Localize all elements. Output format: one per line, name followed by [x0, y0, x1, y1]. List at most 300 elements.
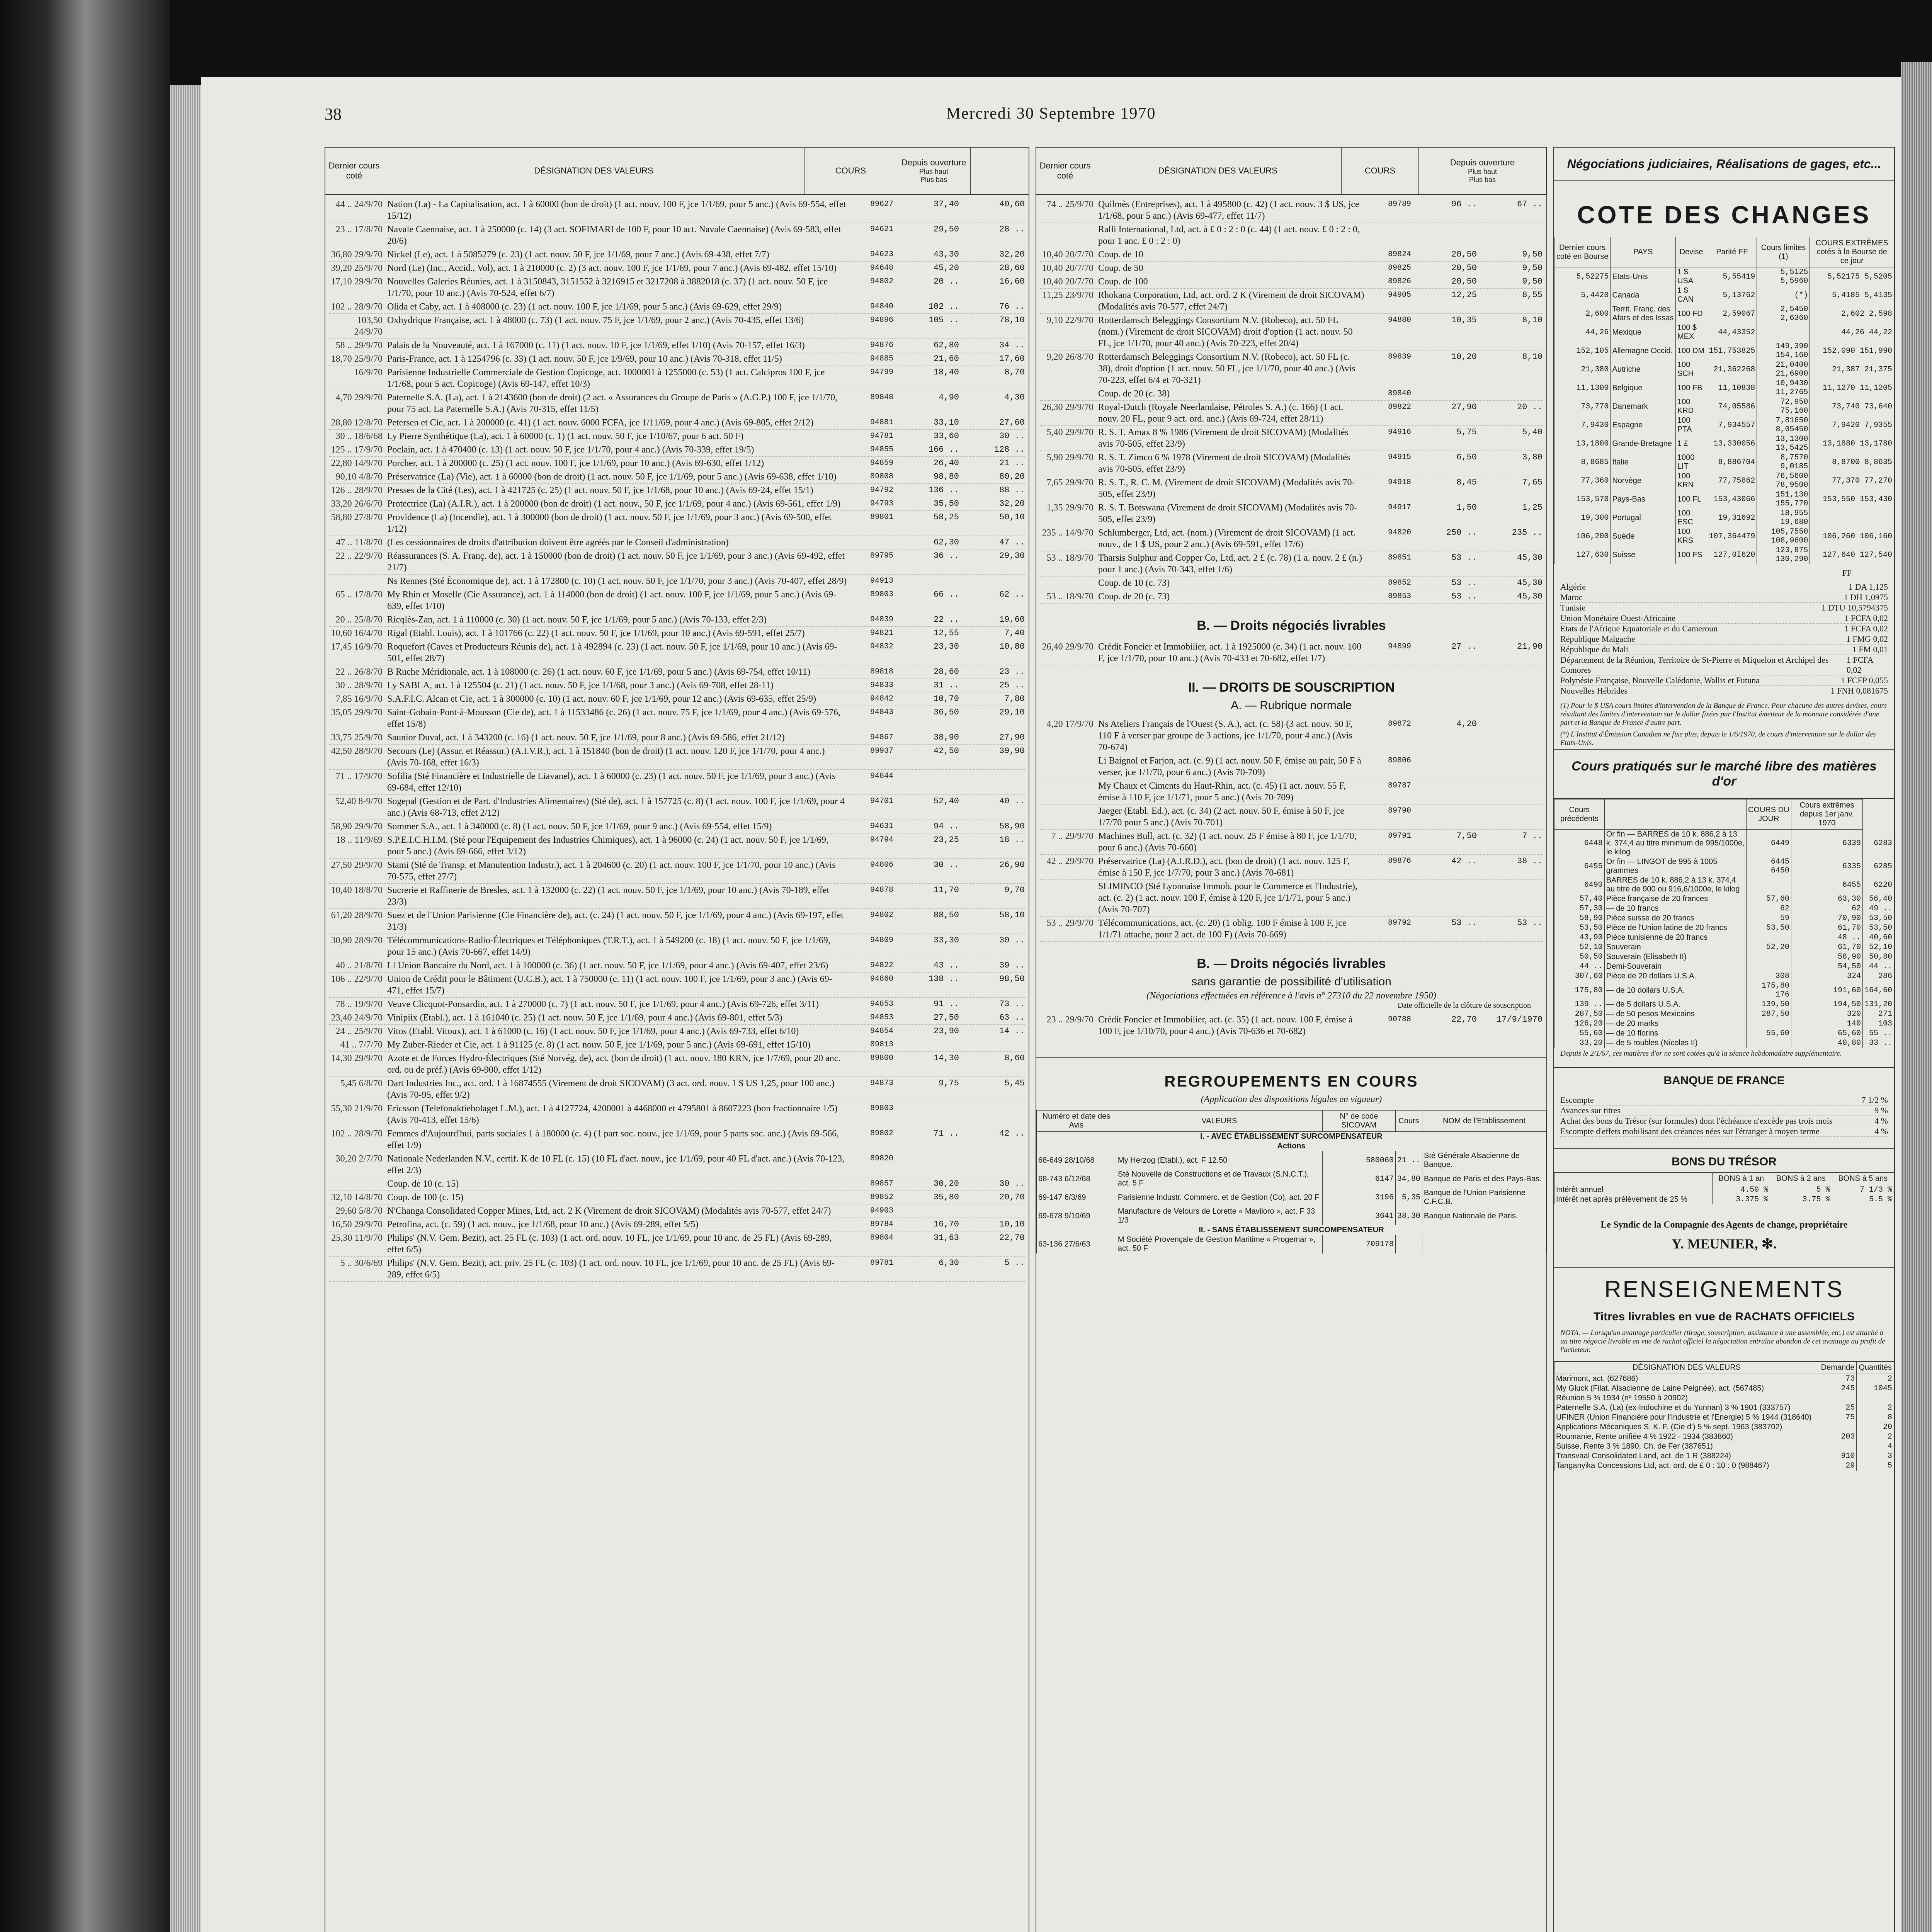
low-price: 8,70 — [1004, 367, 1025, 377]
sicovam-code: 89804 — [870, 1233, 893, 1242]
high-price: 7,50 — [1456, 831, 1477, 841]
column-header: DÉSIGNATION DES VALEURS — [1554, 1362, 1819, 1374]
last-price-date: 10,40 18/8/70 — [331, 885, 383, 895]
last-price-date — [329, 1178, 387, 1190]
table-row — [1554, 1442, 1894, 1451]
last-price-date: 33,20 26/6/70 — [331, 499, 383, 509]
low-price: 5,40 — [1522, 427, 1543, 437]
low-price — [959, 1205, 1025, 1217]
table-row — [1554, 923, 1894, 933]
cell-name: — de 5 roubles (Nicolas II) — [1604, 1038, 1746, 1048]
table-row — [329, 706, 1025, 731]
low-price — [1477, 755, 1543, 778]
cell-code: 3641 — [1322, 1207, 1395, 1225]
high-price: 62,80 — [933, 340, 959, 350]
table-row — [329, 745, 1025, 770]
cell-parity: 2,59067 — [1707, 304, 1757, 323]
high-price — [893, 1039, 959, 1051]
rate-value: 4 % — [1874, 1116, 1888, 1126]
high-price: 8,45 — [1456, 478, 1477, 487]
security-designation: Télécommunications, act. (c. 20) (1 oblig. 100 F émise à 100 F, jce 1/1/71 attache, pour 2 act. de 100 F) (Avis 70-669) — [1098, 918, 1347, 940]
table-row — [329, 1218, 1025, 1231]
table-row — [1554, 942, 1894, 952]
cell-prev: 52,10 — [1554, 942, 1605, 952]
cell-hi: 6455 — [1791, 876, 1862, 894]
security-designation: Coup. de 20 (c. 73) — [1098, 592, 1170, 602]
cell-parity: 107,364479 — [1707, 527, 1757, 546]
cell-day: 287,50 — [1746, 1009, 1791, 1019]
cell-prev: 6455 — [1554, 857, 1605, 876]
cell-name: — de 10 dollars U.S.A. — [1604, 981, 1746, 1000]
cell-extremes: 21,387 21,375 — [1810, 360, 1894, 379]
sicovam-code: 89876 — [1388, 857, 1411, 866]
low-price: 8,10 — [1522, 352, 1543, 362]
sicovam-code: 94873 — [870, 1079, 893, 1088]
sicovam-code: 94842 — [870, 694, 893, 703]
sicovam-code: 89801 — [870, 513, 893, 522]
security-designation: Nouvelles Galeries Réunies, act. 1 à 3150843, 3151552 à 3216915 et 3217208 à 3882018 (c. 37) (1 act. nouv. 50 F, jce 1/1/70, pour 10 anc.) (Avis 70-524, effet 6/7) — [387, 277, 828, 298]
cell-c: 7 1/3 % — [1832, 1185, 1894, 1195]
column-header — [1554, 1173, 1713, 1185]
list-item — [1560, 624, 1888, 634]
sicovam-code — [847, 537, 893, 548]
sicovam-code: 94859 — [870, 459, 893, 468]
table-row — [1554, 1403, 1894, 1413]
cell-last: 7,9430 — [1554, 416, 1611, 434]
security-designation: Paternelle S.A. (La), act. 1 à 2143600 (bon de droit) (2 act. « Assurances du Groupe de Paris » (A.G.P.) 100 F, jce 1/1/70, pour 75 act. La Paternelle S.A.) (Avis 70-315, effet 11/5) — [387, 393, 838, 414]
cell-quantity: 5 — [1857, 1461, 1894, 1471]
sicovam-code: 94840 — [870, 302, 893, 311]
ff-header: FF — [1842, 568, 1852, 578]
column-header: Demande — [1819, 1362, 1857, 1374]
running-header — [201, 77, 1901, 131]
regroupements-subtitle: (Application des dispositions légales en vigueur) — [1201, 1094, 1382, 1104]
table-row — [1040, 387, 1543, 401]
high-price: 30 .. — [933, 860, 959, 870]
low-price: 10,80 — [999, 642, 1025, 651]
security-designation: Ly SABLA, act. 1 à 125504 (c. 21) (1 act. nouv. 50 F, jce 1/1/68, pour 3 anc.) (Avis 69-708, effet 28-11) — [387, 680, 774, 690]
low-price — [1477, 224, 1543, 247]
zone-currency: 1 DA — [1848, 582, 1869, 592]
zone-name: Tunisie — [1560, 603, 1586, 612]
list-item — [1560, 1116, 1888, 1126]
cell-name: Souverain (Elisabeth II) — [1604, 952, 1746, 962]
low-price: 9,50 — [1522, 277, 1543, 286]
sicovam-code: 94806 — [870, 861, 893, 869]
list-item — [1560, 1126, 1888, 1137]
cell-currency: 1 £ — [1675, 434, 1707, 453]
cell-country: Territ. Franç. des Afars et des Issas — [1611, 304, 1676, 323]
sicovam-code: 94878 — [870, 886, 893, 895]
cell-quantity: 2 — [1857, 1374, 1894, 1384]
last-price-date: 22,80 14/9/70 — [331, 458, 383, 468]
sicovam-code — [1365, 881, 1411, 915]
zone-name: Algérie — [1560, 582, 1586, 592]
page-edges-right — [1901, 62, 1932, 1932]
low-price: 23 .. — [999, 667, 1025, 677]
cell-parity: 19,31692 — [1707, 509, 1757, 527]
zone-currency: 1 FMG — [1846, 634, 1873, 644]
high-price — [1411, 780, 1477, 803]
cell-country: Portugal — [1611, 509, 1676, 527]
last-price-date: 11,25 23/9/70 — [1042, 290, 1094, 300]
cell-hi: 324 — [1791, 971, 1862, 981]
table-row — [329, 1038, 1025, 1052]
low-price: 30 .. — [999, 1179, 1025, 1189]
low-price: 28 .. — [999, 224, 1025, 234]
cell-etab — [1422, 1235, 1546, 1253]
cell-n: Intérêt annuel — [1554, 1185, 1713, 1195]
cell-country: Espagne — [1611, 416, 1676, 434]
sicovam-code: 94881 — [870, 418, 893, 427]
zone-values — [1844, 592, 1888, 602]
exchange-rate-table — [1554, 237, 1894, 564]
table-row — [1554, 1374, 1894, 1384]
header-depuis: Depuis ouverture — [901, 158, 966, 167]
sicovam-code: 89937 — [870, 747, 893, 755]
cell-currency: 100 $ MEX — [1675, 323, 1707, 342]
section-a-title: A. — Rubrique normale — [1231, 699, 1352, 712]
cell-extremes: 5,52175 5,5205 — [1810, 267, 1894, 286]
security-designation: Poclain, act. 1 à 470400 (c. 13) (1 act. nouv. 50 F, jce 1/1/70, pour 4 anc.) (Avis 70-339, effet 19/5) — [387, 445, 754, 455]
table-row — [1037, 1235, 1546, 1253]
cell-last: 106,200 — [1554, 527, 1611, 546]
sicovam-code: 89848 — [870, 393, 893, 402]
security-designation: Oxhydrique Française, act. 1 à 48000 (c. 73) (1 act. nouv. 75 F, jce 1/1/69, pour 2 anc.) (Avis 70-435, effet 13/6) — [387, 315, 804, 325]
table-row — [329, 443, 1025, 457]
zone-currency: 1 DTU — [1821, 603, 1848, 612]
table-row — [1040, 590, 1543, 604]
cell-day: 6445 6450 — [1746, 857, 1791, 876]
table-row — [1040, 830, 1543, 855]
high-price: 22 .. — [933, 615, 959, 624]
high-price: 102 .. — [928, 302, 959, 311]
security-designation: Coup. de 100 — [1098, 277, 1148, 287]
low-price: 76 .. — [999, 302, 1025, 311]
zone-currency: 1 FCFP — [1840, 675, 1869, 685]
cell-currency: 100 KRD — [1675, 397, 1707, 416]
table-row — [1554, 1038, 1894, 1048]
high-price: 94 .. — [933, 821, 959, 831]
sicovam-code: 89627 — [870, 200, 893, 209]
cell-currency: 100 SCH — [1675, 360, 1707, 379]
low-price — [1477, 805, 1543, 828]
cell-hi: 61,70 — [1791, 942, 1862, 952]
table-row — [1040, 262, 1543, 275]
high-price: 23,25 — [933, 835, 959, 845]
fx-row — [1554, 397, 1894, 416]
zone-rate: 0,01 — [1873, 645, 1888, 654]
cell-extremes: 44,26 44,22 — [1810, 323, 1894, 342]
column-header: Cours précédents — [1554, 799, 1605, 830]
sicovam-code: 89818 — [870, 667, 893, 676]
sicovam-code: 89872 — [1388, 719, 1411, 728]
sicovam-code: 94799 — [870, 368, 893, 377]
low-price: 9,70 — [1004, 885, 1025, 895]
low-price: 8,10 — [1522, 315, 1543, 325]
table-row — [329, 352, 1025, 366]
security-designation: R. S. T., R. C. M. (Virement de droit SICOVAM) (Modalités avis 70-505, effet 23/9) — [1098, 478, 1355, 499]
cell-last: 73,770 — [1554, 397, 1611, 416]
last-price-date — [1040, 755, 1098, 778]
high-price: 36,50 — [933, 707, 959, 717]
high-price: 21,60 — [933, 354, 959, 364]
cell-etab: Banque Nationale de Paris. — [1422, 1207, 1546, 1225]
last-price-date: 22 .. 22/9/70 — [335, 551, 383, 561]
last-price-date: 14,30 29/9/70 — [331, 1053, 383, 1063]
sicovam-code: 94621 — [870, 225, 893, 234]
cell-a: 3.375 % — [1713, 1195, 1770, 1204]
renseignements-note: NOTA. — Lorsqu'un avantage particulier (tirage, souscription, assistance à une assemblée, etc.) est attaché à un titre négocié livrable en vue de rachat officiel la négociation entraîne abandon de cet avantage au profit de l'acheteur. — [1560, 1329, 1885, 1354]
security-designation: Coup. de 50 — [1098, 263, 1143, 273]
last-price-date: 53 .. 18/9/70 — [1046, 592, 1094, 602]
cell-lo: 53,50 — [1862, 923, 1894, 933]
sicovam-code: 89787 — [1388, 781, 1411, 790]
table-row — [1040, 779, 1543, 804]
cell-prev: 43,90 — [1554, 933, 1605, 942]
low-price: 20,70 — [999, 1192, 1025, 1202]
cell-day — [1746, 952, 1791, 962]
table-row — [1040, 526, 1543, 551]
table-row — [1554, 1009, 1894, 1019]
fx-note-2: (*) L'Institut d'Émission Canadien ne fixe plus, depuis le 1/6/1970, de cours d'intervention sur le dollar des Etats-Unis. — [1560, 730, 1876, 747]
high-price: 96 .. — [1451, 199, 1477, 209]
zone-rate: 0,02 — [1846, 665, 1862, 675]
high-price: 105 .. — [928, 315, 959, 325]
cell-prev: 287,50 — [1554, 1009, 1605, 1019]
table-row — [329, 1152, 1025, 1177]
table-row — [329, 1191, 1025, 1204]
fx-note-1: (1) Pour le $ USA cours limites d'intervention de la Banque de France. Pour chacune des autres devises, cours résultant des limites d'intervention sur le dollar fixées par l'Institut émetteur de la monnaie considérée d'une part et la Banque de France d'autre part. — [1560, 702, 1887, 727]
last-price-date: 16/9/70 — [354, 367, 383, 378]
sicovam-code: 89824 — [1388, 250, 1411, 259]
sicovam-code: 94821 — [870, 629, 893, 638]
cell-day: 55,60 — [1746, 1029, 1791, 1038]
cell-currency: 100 PTA — [1675, 416, 1707, 434]
high-price: 38,90 — [933, 733, 959, 742]
cell-hi: 6335 — [1791, 857, 1862, 876]
last-price-date: 10,40 20/7/70 — [1042, 250, 1094, 260]
table-row — [1040, 501, 1543, 526]
low-price — [959, 770, 1025, 794]
header-designation: DÉSIGNATION DES VALEURS — [383, 148, 804, 194]
table-row — [1554, 1422, 1894, 1432]
last-price-date: 65 .. 17/8/70 — [335, 590, 383, 600]
zone-name: Département de la Réunion, Territoire de St-Pierre et Miquelon et Archipel des Comores — [1560, 655, 1829, 675]
regroup-section-2 — [1037, 1225, 1546, 1235]
last-price-date: 74 .. 25/9/70 — [1046, 199, 1094, 209]
zone-currency: 1 FCFA — [1846, 655, 1873, 665]
cell-demand: 73 — [1819, 1374, 1857, 1384]
cell-designation: Roumanie, Rente unifiée 4 % 1922 - 1934 (383860) — [1554, 1432, 1819, 1442]
zone-currency: 1 FNH — [1830, 686, 1856, 696]
high-price: 23,30 — [933, 642, 959, 651]
table-body — [1036, 195, 1546, 607]
cell-designation: Applications Mécaniques S. K. F. (Cie d') 5 % sept. 1963 (383702) — [1554, 1422, 1819, 1432]
last-price-date: 90,10 4/8/70 — [335, 472, 383, 482]
low-price: 39 .. — [999, 961, 1025, 970]
last-price-date: 30,20 2/7/70 — [335, 1154, 383, 1164]
low-price: 80,20 — [999, 472, 1025, 481]
last-price-date: 17,10 29/9/70 — [331, 277, 383, 287]
low-price: 16,60 — [999, 277, 1025, 286]
cell-lo: 53,50 — [1862, 913, 1894, 923]
high-price — [1411, 755, 1477, 778]
cell-last: 13,1800 — [1554, 434, 1611, 453]
security-designation: Coup. de 100 (c. 15) — [387, 1192, 464, 1202]
sicovam-code: 89802 — [870, 1129, 893, 1138]
table-row — [1040, 426, 1543, 451]
security-designation: R. S. T. Botswana (Virement de droit SICOVAM) (Modalités avis 70-505, effet 23/9) — [1098, 503, 1357, 524]
table-row — [1040, 401, 1543, 426]
table-row — [329, 430, 1025, 443]
sicovam-code: 89803 — [870, 590, 893, 599]
table-row — [329, 198, 1025, 223]
sicovam-code: 94917 — [1388, 503, 1411, 512]
table-row — [1037, 1151, 1546, 1170]
table-row — [1554, 1451, 1894, 1461]
cell-code: 6147 — [1322, 1170, 1395, 1188]
security-designation: Providence (La) (Incendie), act. 1 à 300000 (bon de droit) (1 act. nouv. 50 F, jce 1/1/69, pour 3 anc.) (Avis 69-500, effet 1/12) — [387, 512, 832, 534]
cell-limits: 13,1300 13,5425 — [1757, 434, 1810, 453]
sicovam-code: 94854 — [870, 1027, 893, 1036]
last-price-date: 26,30 29/9/70 — [1042, 402, 1094, 412]
security-designation: Schlumberger, Ltd, act. (nom.) (Virement de droit SICOVAM) (1 act. nouv., de 1 $ US, pour 2 anc.) (Avis 69-591, effet 17/6) — [1098, 528, 1355, 549]
sicovam-code: 94701 — [870, 797, 893, 806]
security-designation: Coup. de 20 (c. 38) — [1098, 389, 1170, 399]
cell-last: 19,300 — [1554, 509, 1611, 527]
cell-extremes: 5,4185 5,4135 — [1810, 286, 1894, 304]
high-price: 58,25 — [933, 512, 959, 522]
cell-prev: 139 .. — [1554, 1000, 1605, 1009]
high-price: 66 .. — [933, 590, 959, 599]
sicovam-code: 94781 — [870, 432, 893, 440]
table-row — [1554, 1384, 1894, 1393]
low-price: 67 .. — [1517, 199, 1543, 209]
fx-row — [1554, 304, 1894, 323]
last-price-date: 30 .. 18/6/68 — [335, 431, 383, 441]
table-row — [1554, 971, 1894, 981]
sicovam-code: 94903 — [870, 1206, 893, 1215]
cell-country: Etats-Unis — [1611, 267, 1676, 286]
security-designation: Sucrerie et Raffinerie de Bresles, act. 1 à 132000 (c. 22) (1 act. nouv. 50 F, jce 1/1/69, pour 10 anc.) (Avis 70-189, effet 23/3) — [387, 885, 830, 907]
low-price: 30 .. — [999, 431, 1025, 441]
high-price: 53 .. — [1451, 553, 1477, 563]
low-price: 7,40 — [1004, 628, 1025, 638]
low-price — [1477, 718, 1543, 753]
cell-designation: Tanganyika Concessions Ltd, act. ord. de £ 0 : 10 : 0 (988467) — [1554, 1461, 1819, 1471]
high-price: 53 .. — [1451, 592, 1477, 601]
last-price-date: 9,10 22/9/70 — [1046, 315, 1094, 325]
last-price-date: 36,80 29/9/70 — [331, 250, 383, 260]
low-price: 45,30 — [1517, 553, 1543, 563]
cell-prev: 6448 — [1554, 830, 1605, 857]
last-price-date: 102 .. 28/9/70 — [331, 302, 383, 312]
table-row — [1040, 275, 1543, 289]
cell-limits: 21,0400 21,6900 — [1757, 360, 1810, 379]
low-price: 8,60 — [1004, 1053, 1025, 1063]
sicovam-code: 90788 — [1388, 1015, 1411, 1024]
last-price-date: 4,70 29/9/70 — [335, 393, 383, 403]
table-row — [329, 820, 1025, 833]
security-designation: Ll Union Bancaire du Nord, act. 1 à 100000 (c. 36) (1 act. nouv. 50 F, jce 1/1/69, pour 4 anc.) (Avis 69-407, effet 23/6) — [387, 961, 828, 971]
security-designation: Machines Bull, act. (c. 32) (1 act. nouv. 25 F émise à 80 F, jce 1/1/70, pour 6 anc.) (Avis 70-660) — [1098, 831, 1357, 853]
table-row — [329, 416, 1025, 430]
cell-lo: 49 .. — [1862, 904, 1894, 913]
cell-prev: 57,30 — [1554, 904, 1605, 913]
low-price: 42 .. — [999, 1129, 1025, 1138]
table-header — [325, 148, 1029, 195]
cell-avis: 68-743 6/12/68 — [1037, 1170, 1116, 1188]
high-price: 42 .. — [1451, 856, 1477, 866]
renseignements-subtitle: Titres livrables en vue de RACHATS OFFICIELS — [1594, 1310, 1855, 1323]
table-row — [1040, 476, 1543, 501]
high-price: 52,40 — [933, 796, 959, 806]
table-row — [1040, 289, 1543, 314]
sicovam-code: 89803 — [870, 1104, 893, 1113]
cell-prev: 6490 — [1554, 876, 1605, 894]
high-price: 91 .. — [933, 999, 959, 1009]
cell-limits: 18,955 19,680 — [1757, 509, 1810, 527]
low-price: 21 .. — [999, 458, 1025, 468]
header-last-price: Dernier cours coté — [325, 148, 383, 194]
security-designation: Réassurances (S. A. Franç. de), act. 1 à 150000 (bon de droit) (1 act. nouv. 50 F, jce 1/1/69, pour 3 anc.) (Avis 69-492, effet 21/7) — [387, 551, 845, 573]
table-row — [1554, 962, 1894, 971]
cell-demand: 203 — [1819, 1432, 1857, 1442]
table-row — [329, 484, 1025, 497]
cell-demand — [1819, 1442, 1857, 1451]
cell-limits: 105,7550 108,9600 — [1757, 527, 1810, 546]
security-designation: Rotterdamsch Beleggings Consortium N.V. (Robeco), act. 50 FL (c. 38), droit d'option (1 act. nouv. 50 FL, jce 1/1/70, pour 40 anc.) (Avis 70-223, effet 6/4 et 70-321) — [1098, 352, 1355, 385]
cell-last: 77,360 — [1554, 471, 1611, 490]
cell-lo: 56,40 — [1862, 894, 1894, 904]
high-price: 12,25 — [1451, 290, 1477, 300]
zone-currency: 1 DH — [1844, 592, 1865, 602]
last-price-date: 10,40 20/7/70 — [1042, 277, 1094, 287]
column-header: Cours limites (1) — [1757, 237, 1810, 267]
table-row — [1040, 350, 1543, 387]
cell-day — [1746, 1019, 1791, 1029]
sicovam-code: 94905 — [1388, 291, 1411, 299]
high-price: 9,75 — [939, 1078, 959, 1088]
high-price: 6,30 — [939, 1258, 959, 1268]
sicovam-code: 94792 — [870, 486, 893, 495]
low-price — [959, 1103, 1025, 1126]
cell-prev: 57,40 — [1554, 894, 1605, 904]
stock-table-left — [325, 147, 1029, 1932]
cell-name: — de 20 marks — [1604, 1019, 1746, 1029]
cell-parity: 153,43066 — [1707, 490, 1757, 509]
table-row — [329, 1127, 1025, 1152]
high-price: 53 .. — [1451, 578, 1477, 588]
low-price: 32,20 — [999, 499, 1025, 509]
right-column — [1553, 147, 1895, 1932]
cell-hi: 6339 — [1791, 830, 1862, 857]
zone-values — [1830, 686, 1888, 696]
cell-lo: 286 — [1862, 971, 1894, 981]
last-price-date: 17,45 16/9/70 — [331, 642, 383, 652]
last-price-date: 5,45 6/8/70 — [340, 1078, 383, 1088]
low-price: 5,45 — [1004, 1078, 1025, 1088]
table-row — [329, 998, 1025, 1011]
cell-parity: 77,75862 — [1707, 471, 1757, 490]
table-row — [1040, 804, 1543, 830]
last-price-date: 23 .. 17/8/70 — [335, 224, 383, 235]
cell-demand — [1819, 1422, 1857, 1432]
cell-avis: 69-678 9/10/69 — [1037, 1207, 1116, 1225]
last-price-date: 9,20 26/8/70 — [1046, 352, 1094, 362]
security-designation: Ns Ateliers Français de l'Ouest (S. A.), act. (c. 58) (3 act. nouv. 50 F, 110 F à verser par groupe de 3 actions, jce 1/1/70, pour 4 anc.) (Avis 70-674) — [1098, 719, 1353, 752]
